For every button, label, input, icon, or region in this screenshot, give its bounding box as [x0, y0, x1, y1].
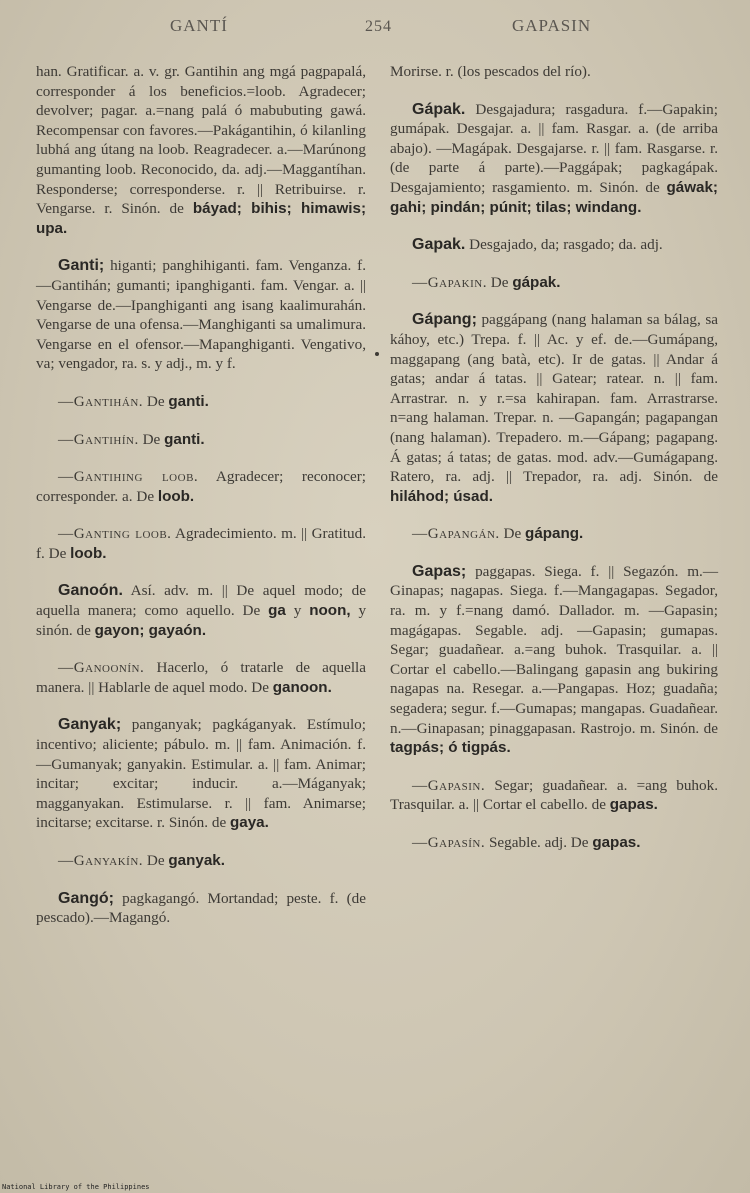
entry-synonyms: gayon; gayaón.: [94, 621, 207, 639]
subentry-label: —Gantihín.: [58, 430, 139, 448]
subentry-label: —Gantihán.: [58, 392, 144, 410]
page-header: [0, 16, 750, 46]
entry-synonyms: gaya.: [230, 814, 269, 832]
right-column: [390, 62, 718, 871]
entry-synonyms: tagpás; ó tigpás.: [390, 739, 511, 757]
entry-gango: [36, 889, 366, 928]
subentry-ref: ganoon.: [272, 678, 332, 696]
entry-gapak-2: [390, 235, 718, 255]
entry-ganti: [36, 256, 366, 374]
entry-text: Morirse. r. (los pescados del río).: [390, 63, 591, 80]
subentry-text: De: [503, 525, 522, 543]
subentry-label: —Gantihing loob.: [58, 468, 199, 486]
entry-text: Desgajado, da; rasgado; da. adj.: [469, 236, 663, 254]
subentry-ref: ganti.: [168, 392, 209, 410]
subentry-gapasin-2: [390, 833, 718, 853]
entry-gapang: [390, 310, 718, 506]
header-right-guide-word: GAPASIN: [512, 16, 592, 35]
entry-text: higanti; panghihiganti. fam. Venganza. f.—Gantihán; gumanti; ipanghiganti. fam. Vengar. a. || Vengarse de.—Ipanghiganti ang isang kaalimurahán. Vengarse de una ofensa.—Manghiganti sa umalimura. Vengarse en el ofensor.—Mapanghiganti. Vengativo, va; vengador, ra. s. y adj., m. y f.: [36, 257, 367, 373]
entry-text: pagkagangó. Mortandad; peste. f. (de pescado).—Magangó.: [36, 889, 366, 927]
subentry-label: —Gapasin.: [412, 776, 486, 794]
entry-text: y sinón. de: [36, 602, 367, 639]
subentry-label: —Gapasín.: [412, 834, 486, 851]
subentry-ref: ganyak.: [168, 852, 225, 869]
entry-synonyms: gáwak; gahi; pindán; púnit; tilas; windang.: [390, 178, 718, 216]
entry-synonyms: hiláhod; úsad.: [390, 487, 493, 505]
subentry-text: De: [146, 852, 165, 869]
subentry-ref: ganti.: [164, 430, 205, 448]
subentry-gapasin-1: [390, 776, 718, 815]
entry-text: paggapas. Siega. f. || Segazón. m.—Ginapas; nagapas. Siega. f.—Mangagapas. Segador, ra. m. y f.=nang damó. Dallador. m. —Gapasin; magágapas. Segable. adj. —Gapasin; gumapas. Segar; guadañear. a.=ang buhok. Trasquilar. a. || Cortar el cabello.—Balingang gapasin ang bukiring nagapas na. Resegar. a.—Pangapas. Hoz; guadaña; segadera; segur. f.—Gumapas; mangapas. Guadañear. n.—Ginapasan; pinaggapasan. Rastrojo. m. Sinón. de: [390, 562, 719, 737]
subentry-gantihan: [36, 392, 366, 412]
entry-text: han. Gratificar. a. v. gr. Gantihin ang mgá pagpapalá, corresponder á los beneficios.=loob. Agradecer; devolver; pagar. a.=nang palá ó mabubuting gawá. Recompensar con favores.—Pakágantihin, ó kilanling lubhá ang útang na loob. Reagradecer. a.—Marúnong gumanting loob. Reconocido, da. adj.—Maggantíhan. Responderse; corresponderse. r. || Retribuirse. r. Vengarse. r. Sinón. de: [36, 63, 366, 218]
headword: Gapak.: [412, 236, 466, 254]
entry-ref-noon: noon,: [309, 602, 351, 620]
headword: Gapas;: [412, 562, 467, 580]
entry-gapak-1: [390, 100, 718, 218]
entry-text: Desgajadura; rasgadura. f.—Gapakin; gumápak. Desgajar. a. || fam. Rasgar. a. (de arriba abajo). —Magápak. Desgajarse. r. || fam. Rasgarse. r. (de parte á parte).—Paggápak; pagkagápak. Desgajamiento; rasgamiento. m. Sinón. de: [390, 100, 718, 196]
entry-ganoon: [36, 581, 366, 640]
entry-ref-ga: ga: [268, 602, 286, 620]
subentry-ref: gápang.: [525, 525, 584, 543]
header-left-guide-word: GANTÍ: [170, 16, 228, 35]
subentry-text: Agradecer; reconocer; corresponder. a. De: [36, 468, 366, 505]
headword: Gápak.: [412, 100, 466, 118]
subentry-text: Segar; guadañear. a. =ang buhok. Trasquilar. a. || Cortar el cabello. de: [390, 776, 718, 814]
entry-text: panganyak; pagkáganyak. Estímulo; incentivo; aliciente; pábulo. m. || fam. Animación. f.—Gumanyak; ganyakin. Estimular. a. || fam. Animar; incitar; excitar; inducir. a.—Máganyak; magganyakan. Estimularse. r. || fam. Animarse; incitarse; excitarse. r. Sinón. de: [36, 716, 366, 832]
subentry-text: Hacerlo, ó tratarle de aquella manera. || Hablarle de aquel modo. De: [36, 659, 366, 696]
subentry-text: Segable. adj. De: [488, 834, 589, 851]
subentry-gantihin: [36, 430, 366, 450]
subentry-ganoonin: [36, 658, 366, 697]
subentry-text: Agradecimiento. m. || Gratitud. f. De: [36, 525, 366, 562]
entry-ganyak: [36, 715, 366, 833]
subentry-ref: loob.: [70, 544, 107, 562]
headword: Gangó;: [58, 889, 114, 907]
headword: Gápang;: [412, 311, 477, 329]
subentry-label: —Ganyakín.: [58, 852, 144, 869]
subentry-text: De: [142, 430, 161, 448]
subentry-ref: loob.: [157, 487, 195, 505]
subentry-ref: gápak.: [512, 273, 561, 291]
ink-dot: [375, 352, 379, 356]
headword: Ganti;: [58, 257, 105, 275]
entry-gango-continuation: [390, 62, 718, 82]
subentry-label: —Gapakin.: [412, 273, 487, 291]
subentry-text: De: [146, 392, 165, 410]
subentry-label: —Ganoonín.: [58, 659, 145, 677]
subentry-gapakin: [390, 273, 718, 293]
subentry-text: De: [490, 273, 509, 291]
entry-text: Así. adv. m. || De aquel modo; de aquella manera; como aquello. De: [36, 582, 366, 620]
entry-gapas: [390, 562, 718, 758]
headword: Ganoón.: [58, 582, 123, 600]
headword: Ganyak;: [58, 716, 122, 734]
subentry-gapangan: [390, 524, 718, 544]
library-watermark: National Library of the Philippines: [2, 1183, 150, 1191]
subentry-ganting-loob: [36, 524, 366, 563]
entry-synonyms: báyad; bihis; himawis; upa.: [36, 200, 367, 237]
left-column: [36, 62, 366, 946]
subentry-gantihing-loob: [36, 467, 366, 506]
subentry-label: —Ganting loob.: [58, 525, 172, 543]
page-number: 254: [365, 18, 392, 35]
entry-text: paggápang (nang halaman sa bálag, sa káhoy, etc.) Trepa. f. || Ac. y ef. de.—Gumápang, maggapang (ang batà, etc). Ir de gatas. || Andar á gatas; andar á tatas. || Gatear; ratear. n. || fam. Arrastrar. n. y r.=sa kahirapan. fam. Arrastrarse. n=ang halaman. Trepar. n. —Gapangán; pagapangan (nang halaman). Trepadero. m.—Gápang; pagapang. Á gatas; á tatas; de gatas. mod. adv.—Gumágapang. Ratero, ra. adj. || Trepador, ra. adj. Sinón. de: [390, 311, 719, 486]
subentry-ganyakin: [36, 851, 366, 871]
subentry-label: —Gapangán.: [412, 525, 500, 543]
entry-gantihan-continuation: [36, 62, 366, 238]
subentry-ref: gapas.: [592, 834, 641, 851]
entry-text-y: y: [293, 602, 302, 620]
subentry-ref: gapas.: [609, 796, 658, 814]
